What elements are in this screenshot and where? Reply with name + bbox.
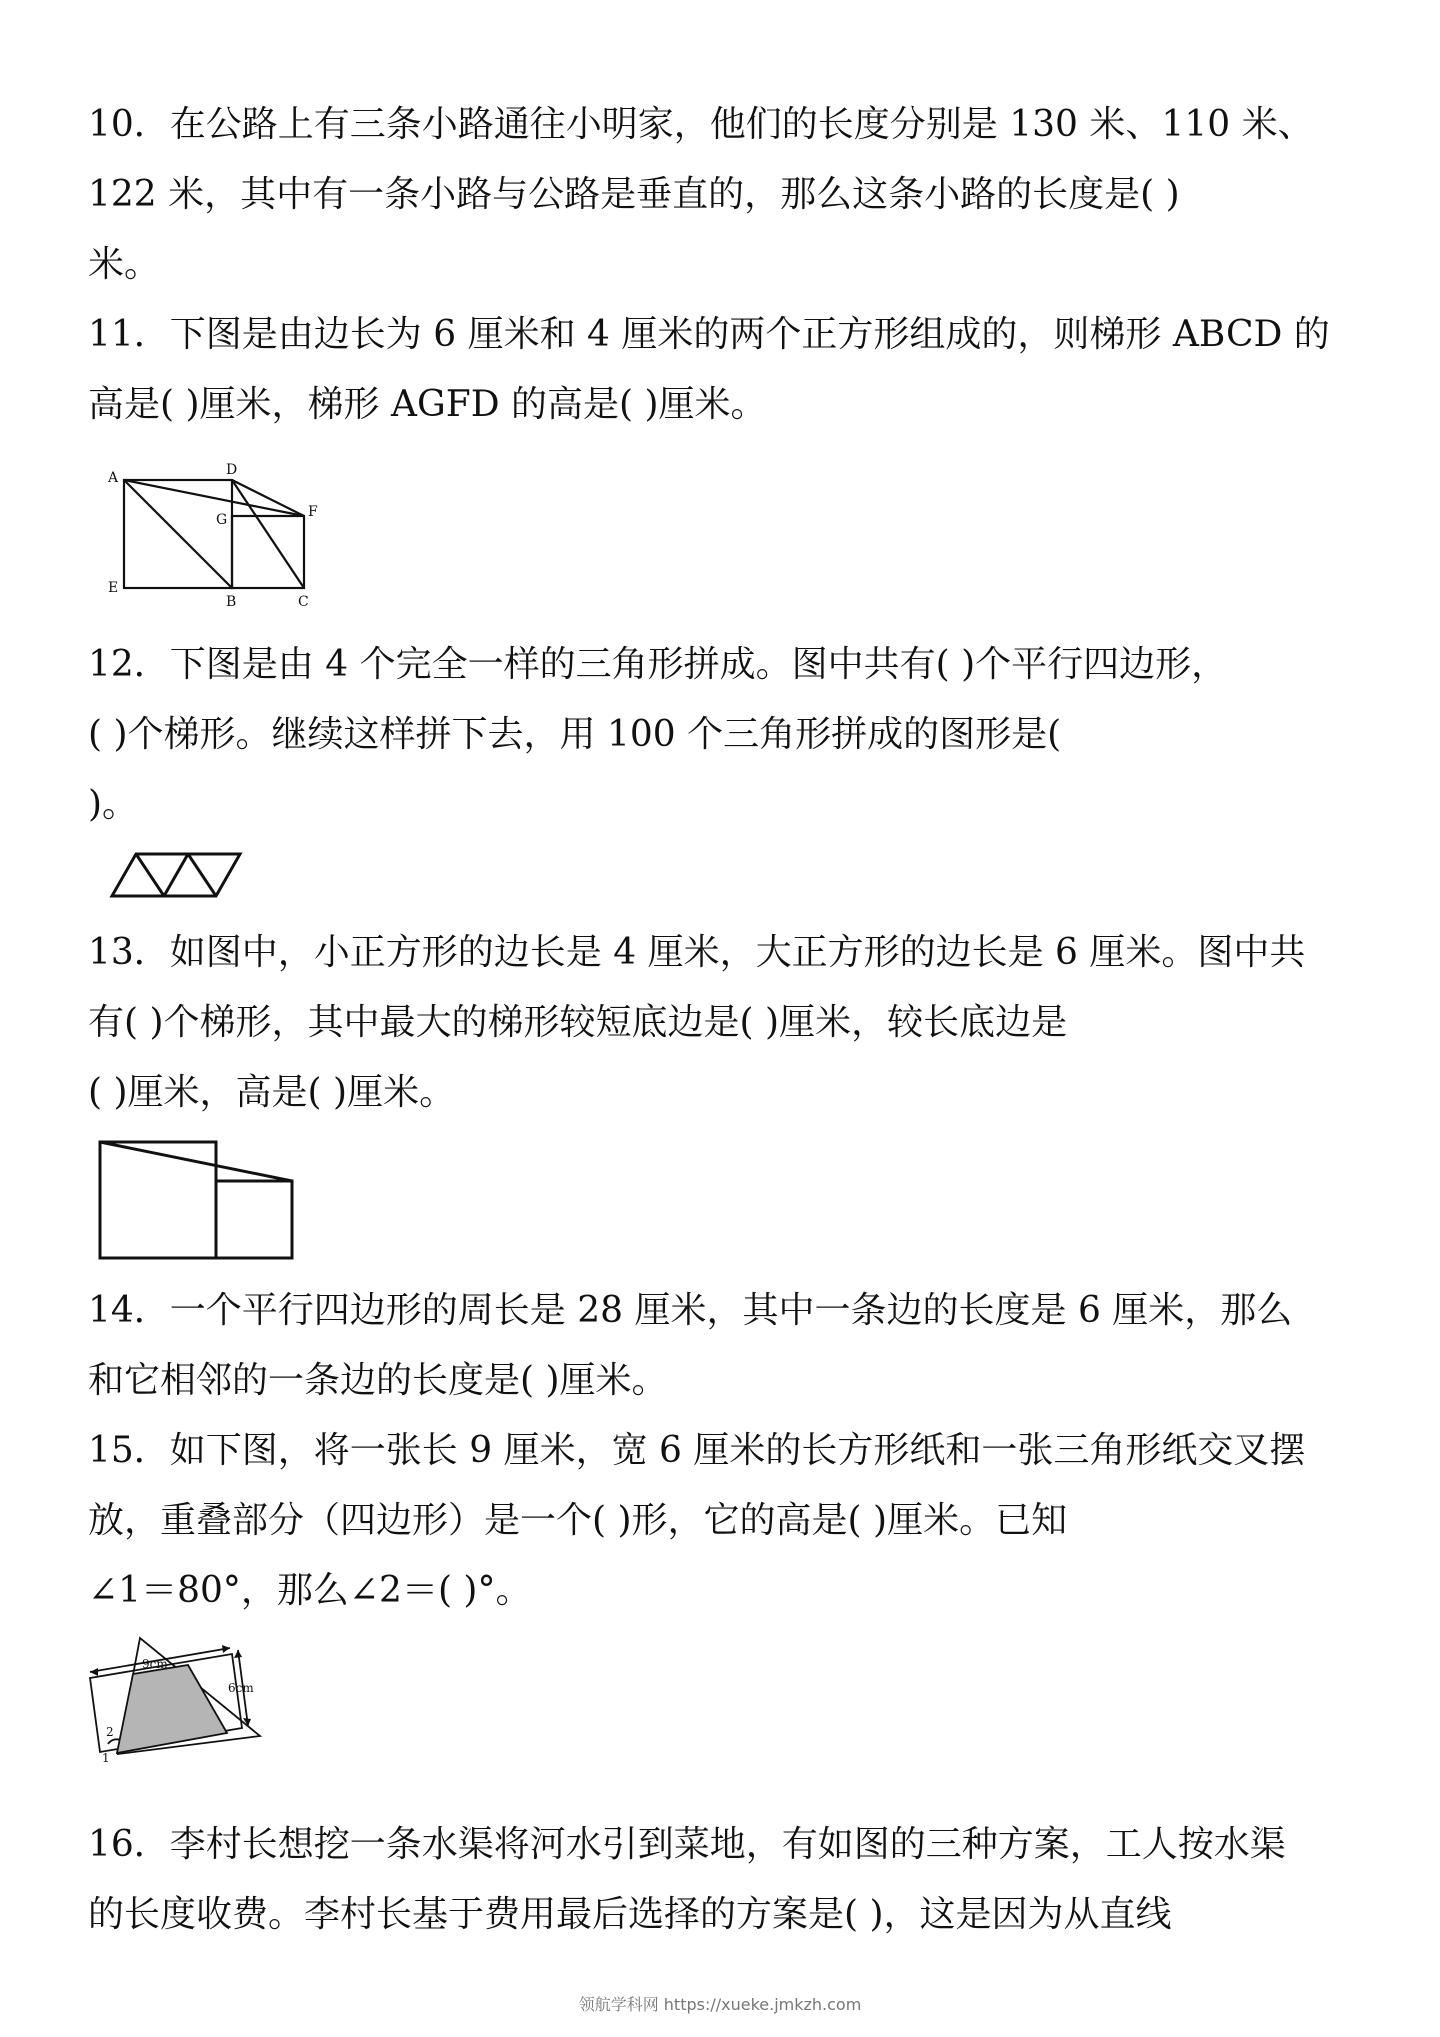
question-line: 米。 [88,244,161,285]
label-b: B [226,594,237,610]
label-f: F [308,504,318,520]
label-c: C [298,594,309,610]
label-6cm: 6cm [228,1681,254,1695]
label-9cm: 9cm [142,1657,168,1671]
question-11 [88,300,1358,440]
question-line: 高是( )厘米，梯形 AGFD 的高是( )厘米。 [88,384,767,425]
two-squares-trapezoid-figure [100,460,330,610]
question-line: )。 [88,784,139,825]
question-line: ( )厘米，高是( )厘米。 [88,1072,456,1113]
question-line: ∠1＝80°，那么∠2＝( )°。 [88,1570,532,1611]
question-14 [88,1276,1358,1416]
label-g: G [216,512,228,528]
square-trapezoid-figure [96,1136,296,1264]
angle-2-label: 2 [106,1725,114,1739]
question-line: 11．下图是由边长为 6 厘米和 4 厘米的两个正方形组成的，则梯形 ABCD 的 [88,314,1330,355]
question-10 [88,90,1358,300]
rectangle-triangle-overlap-figure [80,1636,280,1776]
four-triangles-figure [108,848,248,902]
question-13 [88,918,1358,1128]
question-line: 的长度收费。李村长基于费用最后选择的方案是( )，这是因为从直线 [88,1894,1172,1935]
question-line: 16．李村长想挖一条水渠将河水引到菜地，有如图的三种方案，工人按水渠 [88,1824,1286,1865]
label-d: D [226,462,238,478]
question-line: 13．如图中，小正方形的边长是 4 厘米，大正方形的边长是 6 厘米。图中共 [88,932,1306,973]
question-line: 10．在公路上有三条小路通往小明家，他们的长度分别是 130 米、110 米、 [88,104,1314,145]
question-16 [88,1810,1358,1950]
question-15 [88,1416,1358,1626]
question-line: 15．如下图，将一张长 9 厘米，宽 6 厘米的长方形纸和一张三角形纸交叉摆 [88,1430,1306,1471]
question-line: 有( )个梯形，其中最大的梯形较短底边是( )厘米，较长底边是 [88,1002,1068,1043]
label-a: A [108,470,119,486]
question-line: 122 米，其中有一条小路与公路是垂直的，那么这条小路的长度是( ) [88,174,1180,215]
question-line: 和它相邻的一条边的长度是( )厘米。 [88,1360,668,1401]
angle-1-label: 1 [102,1751,110,1765]
footer-watermark: 领航学科网 https://xueke.jmkzh.com [578,1995,862,2014]
label-e: E [108,580,119,596]
question-line: 放，重叠部分（四边形）是一个( )形，它的高是( )厘米。已知 [88,1500,1068,1541]
question-line: ( )个梯形。继续这样拼下去，用 100 个三角形拼成的图形是( [88,714,1062,755]
question-line: 14．一个平行四边形的周长是 28 厘米，其中一条边的长度是 6 厘米，那么 [88,1290,1293,1331]
question-line: 12．下图是由 4 个完全一样的三角形拼成。图中共有( )个平行四边形， [88,644,1228,685]
question-12 [88,630,1358,840]
